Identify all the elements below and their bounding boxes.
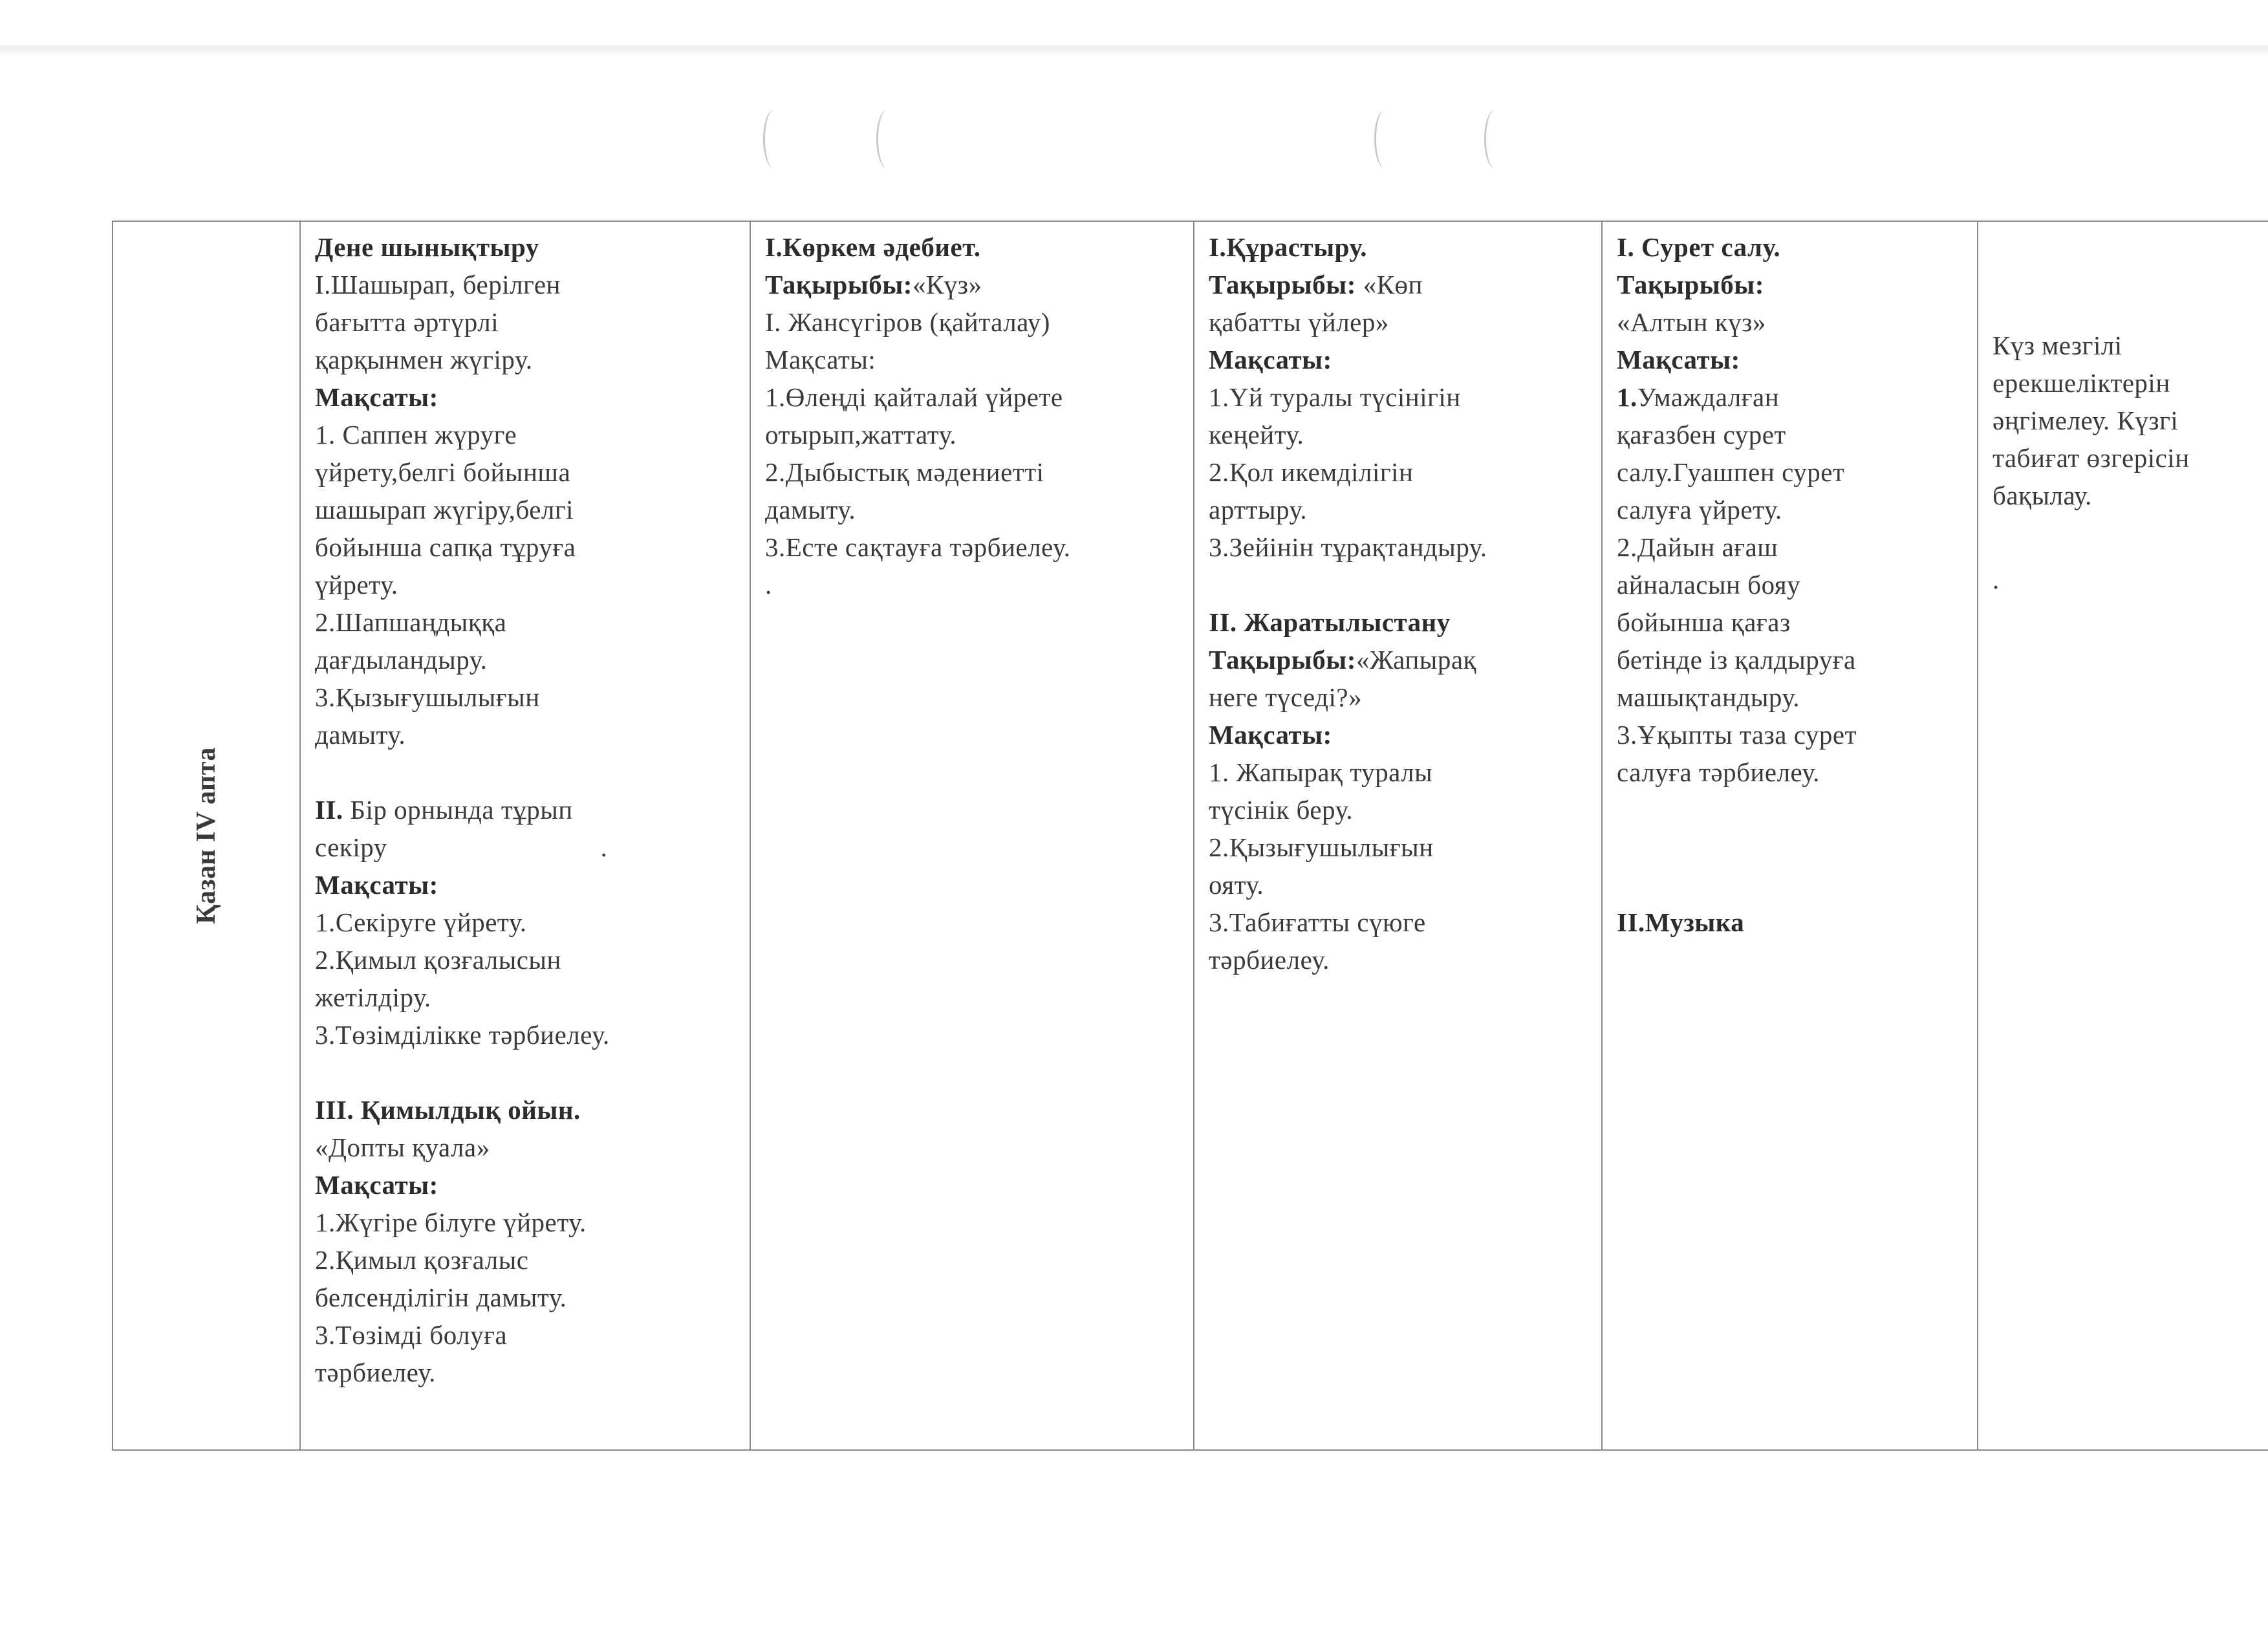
- goal-line: дағдыландыру.: [315, 645, 488, 675]
- topic-value-line: қабатты үйлер»: [1209, 307, 1389, 337]
- goal-line: 2.Қол икемділігін: [1209, 457, 1414, 487]
- goal-line: дамыту.: [765, 495, 856, 525]
- goal-line: 3.Табиғатты сүюге: [1209, 907, 1426, 937]
- scan-edge-shadow: [0, 45, 2268, 57]
- scan-mark: [1484, 110, 1506, 168]
- observation-cell: [1978, 221, 2268, 1450]
- goal-line: 3.Қызығушылығын: [315, 682, 540, 712]
- topic-label: Тақырыбы:: [1209, 270, 1356, 299]
- goal-line: арттыру.: [1209, 495, 1308, 525]
- scan-mark: [1374, 110, 1396, 168]
- goal-label: Мақсаты:: [315, 382, 438, 412]
- section-heading: II. Жаратылыстану: [1209, 607, 1451, 637]
- topic-label: Тақырыбы:: [765, 270, 913, 299]
- goal-line: 1.Секіруге үйрету.: [315, 907, 527, 937]
- goal-line: 3.Есте сақтауға тәрбиелеу.: [765, 532, 1071, 562]
- observation-line: табиғат өзгерісін: [1993, 443, 2190, 473]
- section-heading: III. Қимылдық ойын.: [315, 1095, 581, 1125]
- goal-line: салуға тәрбиелеу.: [1617, 757, 1820, 787]
- goal-line: түсінік беру.: [1209, 795, 1354, 825]
- scan-mark: [763, 110, 784, 168]
- goal-line: кеңейту.: [1209, 420, 1304, 449]
- goal-line: айналасын бояу: [1617, 570, 1801, 600]
- observation-line: Күз мезгілі: [1993, 330, 2122, 360]
- goal-line: 3.Зейінін тұрақтандыру.: [1209, 532, 1487, 562]
- goal-label: Мақсаты:: [1209, 720, 1332, 750]
- weekly-plan-table: [112, 221, 2268, 1451]
- goal-number: 1.: [1617, 382, 1637, 412]
- topic-value: «Көп: [1355, 270, 1423, 299]
- goal-line: бойынша сапқа тұруға: [315, 532, 576, 562]
- goal-line: 1.Өлеңді қайталай үйрете: [765, 382, 1063, 412]
- goal-label: Мақсаты:: [1209, 345, 1332, 374]
- stray-dot: .: [765, 570, 772, 600]
- game-name: «Допты қуала»: [315, 1132, 490, 1162]
- goal-line: белсенділігін дамыту.: [315, 1283, 567, 1312]
- section-heading: II.Музыка: [1617, 907, 1745, 937]
- goal-line: машықтандыру.: [1617, 682, 1800, 712]
- text-line: I.Шашырап, берілген: [315, 270, 561, 299]
- construction-nature-cell: [1194, 221, 1602, 1450]
- section-heading: I.Көркем әдебиет.: [765, 232, 981, 262]
- section-heading: I. Сурет салу.: [1617, 232, 1781, 262]
- goal-line: 3.Төзімділікке тәрбиелеу.: [315, 1020, 610, 1050]
- scan-mark: [876, 110, 898, 168]
- observation-line: әңгімелеу. Күзгі: [1993, 406, 2179, 435]
- goal-line: 2.Қимыл қозғалысын: [315, 945, 561, 975]
- topic-value: «Жапырақ: [1355, 645, 1476, 675]
- goal-line: 2.Шапшаңдыққа: [315, 607, 507, 637]
- goal-line: 2.Дыбыстық мәдениетті: [765, 457, 1044, 487]
- goal-line: 3.Ұқыпты таза сурет: [1617, 720, 1857, 750]
- goal-line: жетілдіру.: [315, 982, 431, 1012]
- goal-label: Мақсаты:: [765, 345, 876, 374]
- topic-value-line: неге түседі?»: [1209, 682, 1363, 712]
- text-line: бағытта әртүрлі: [315, 307, 499, 337]
- goal-line: дамыту.: [315, 720, 406, 750]
- topic-label: Тақырыбы:: [1617, 270, 1764, 299]
- observation-line: бақылау.: [1993, 481, 2092, 510]
- goal-line: 1. Саппен жүруге: [315, 420, 517, 449]
- goal-line: шашырап жүгіру,белгі: [315, 495, 574, 525]
- goal-line: үйрету.: [315, 570, 398, 600]
- goal-label: Мақсаты:: [315, 870, 438, 900]
- stray-dot: .: [1993, 565, 2000, 594]
- topic-label: Тақырыбы:: [1209, 645, 1356, 675]
- goal-line: 1.Жүгіре білуге үйрету.: [315, 1207, 587, 1237]
- section-number: II.: [315, 795, 343, 825]
- goal-line: бетінде із қалдыруға: [1617, 645, 1856, 675]
- stray-dot: .: [600, 832, 608, 862]
- goal-line: бойынша қағаз: [1617, 607, 1791, 637]
- section-title-line: секіру: [315, 832, 387, 862]
- topic-value: «Күз»: [912, 270, 982, 299]
- goal-line: 2.Қимыл қозғалыс: [315, 1245, 529, 1275]
- goal-line: тәрбиелеу.: [315, 1358, 436, 1387]
- topic-value: «Алтын күз»: [1617, 307, 1766, 337]
- goal-line: тәрбиелеу.: [1209, 945, 1330, 975]
- literature-cell: [750, 221, 1194, 1450]
- goal-text: Умаждалған: [1637, 382, 1780, 412]
- author-line: І. Жансүгіров (қайталау): [765, 307, 1050, 337]
- goal-line: 2.Қызығушылығын: [1209, 832, 1434, 862]
- section-title: Бір орнында тұрып: [343, 795, 573, 825]
- section-heading: Дене шынықтыру: [315, 232, 539, 262]
- goal-line: ояту.: [1209, 870, 1264, 900]
- goal-line: салу.Гуашпен сурет: [1617, 457, 1845, 487]
- table-row: [113, 221, 2268, 1450]
- goal-line: 3.Төзімді болуға: [315, 1320, 508, 1350]
- observation-line: ерекшеліктерін: [1993, 368, 2170, 398]
- goal-line: 1.Үй туралы түсінігін: [1209, 382, 1461, 412]
- week-label: Қазан IV апта: [191, 747, 221, 924]
- goal-line: салуға үйрету.: [1617, 495, 1782, 525]
- week-cell: [113, 221, 300, 1450]
- physical-education-cell: [300, 221, 750, 1450]
- goal-line: 1. Жапырақ туралы: [1209, 757, 1433, 787]
- goal-line: отырып,жаттату.: [765, 420, 957, 449]
- text-line: қарқынмен жүгіру.: [315, 345, 533, 374]
- goal-label: Мақсаты:: [315, 1170, 438, 1200]
- goal-line: 2.Дайын ағаш: [1617, 532, 1778, 562]
- goal-line: үйрету,белгі бойынша: [315, 457, 571, 487]
- goal-label: Мақсаты:: [1617, 345, 1740, 374]
- section-heading: I.Құрастыру.: [1209, 232, 1367, 262]
- drawing-music-cell: [1602, 221, 1978, 1450]
- goal-line: қағазбен сурет: [1617, 420, 1786, 449]
